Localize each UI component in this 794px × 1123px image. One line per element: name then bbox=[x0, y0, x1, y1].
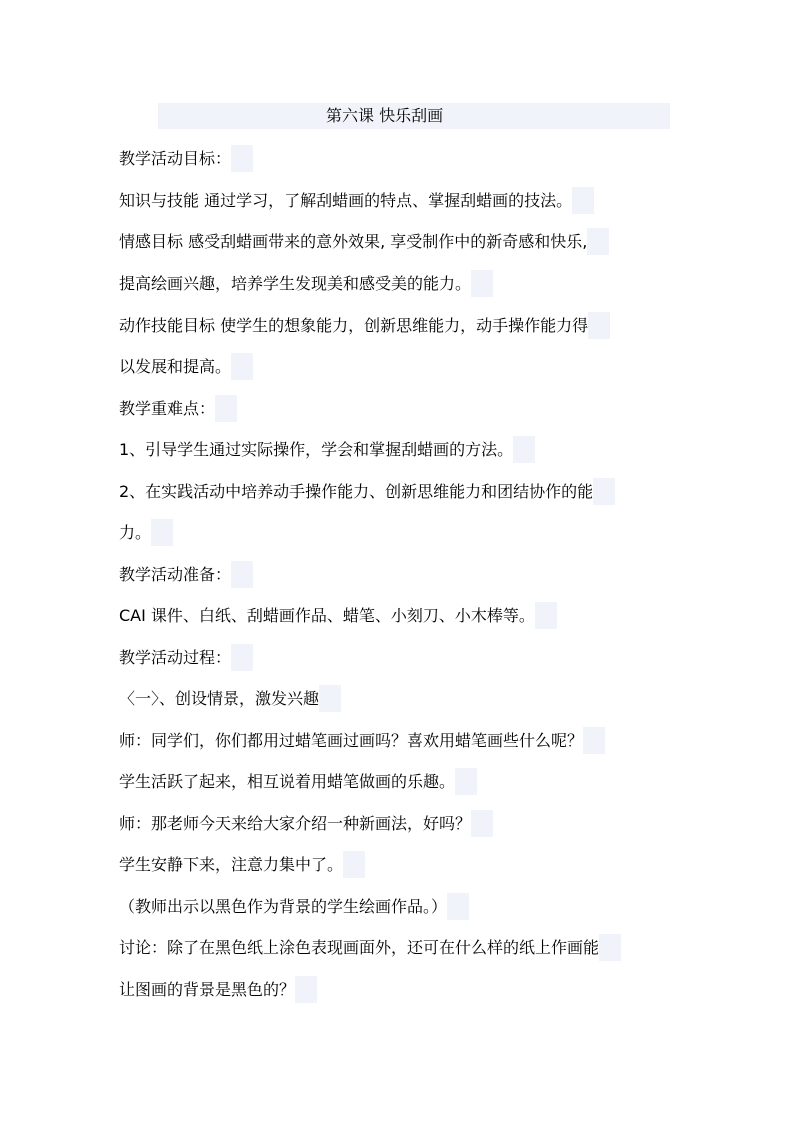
text-line-4: 提高绘画兴趣，培养学生发现美和感受美的能力。 bbox=[119, 270, 493, 297]
text-line-11: 教学活动准备： bbox=[119, 561, 253, 588]
text-line-7: 教学重难点： bbox=[119, 395, 237, 422]
text-line-10: 力。 bbox=[119, 519, 173, 546]
text-line-17: 师：那老师今天来给大家介绍一种新画法，好吗？ bbox=[119, 810, 493, 837]
text-line-18: 学生安静下来，注意力集中了。 bbox=[119, 851, 365, 878]
text-line-15: 师：同学们，你们都用过蜡笔画过画吗？喜欢用蜡笔画些什么呢？ bbox=[119, 727, 605, 754]
text-line-13: 教学活动过程： bbox=[119, 644, 253, 671]
text-line-16: 学生活跃了起来，相互说着用蜡笔做画的乐趣。 bbox=[119, 768, 477, 795]
text-line-9: 2、在实践活动中培养动手操作能力、创新思维能力和团结协作的能 bbox=[119, 478, 615, 505]
text-line-2: 知识与技能 通过学习，了解刮蜡画的特点、掌握刮蜡画的技法。 bbox=[119, 187, 594, 214]
text-line-8: 1、引导学生通过实际操作，学会和掌握刮蜡画的方法。 bbox=[119, 436, 535, 463]
text-line-1: 教学活动目标： bbox=[119, 145, 253, 172]
text-line-6: 以发展和提高。 bbox=[119, 353, 253, 380]
text-line-20: 讨论：除了在黑色纸上涂色表现画面外，还可在什么样的纸上作画能 bbox=[119, 934, 621, 961]
text-line-12: CAI 课件、白纸、刮蜡画作品、蜡笔、小刻刀、小木棒等。 bbox=[119, 602, 557, 629]
page-title: 第六课 快乐刮画 bbox=[326, 106, 444, 125]
text-line-3: 情感目标 感受刮蜡画带来的意外效果, 享受制作中的新奇感和快乐, bbox=[119, 228, 609, 255]
text-line-19: （教师出示以黑色作为背景的学生绘画作品。） bbox=[119, 893, 469, 920]
text-line-14: 〈一〉、创设情景，激发兴趣 bbox=[119, 685, 341, 712]
text-line-21: 让图画的背景是黑色的？ bbox=[119, 976, 317, 1003]
text-line-5: 动作技能目标 使学生的想象能力，创新思维能力，动手操作能力得 bbox=[119, 312, 610, 339]
title-block bbox=[158, 103, 670, 129]
